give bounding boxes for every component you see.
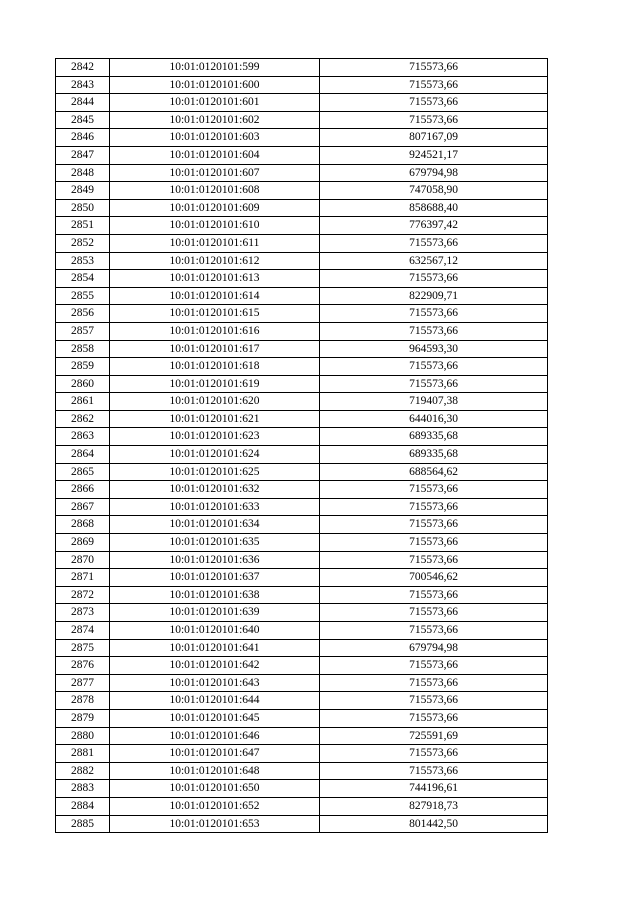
row-number-cell: 2850 xyxy=(56,199,110,217)
table-row xyxy=(56,146,548,164)
cadastral-value-cell: 801442,50 xyxy=(320,815,548,833)
row-number-cell: 2863 xyxy=(56,428,110,446)
row-number-cell: 2852 xyxy=(56,234,110,252)
table-row xyxy=(56,586,548,604)
row-number-cell: 2861 xyxy=(56,393,110,411)
row-number-cell: 2876 xyxy=(56,657,110,675)
cadastral-number-cell: 10:01:0120101:652 xyxy=(110,797,320,815)
table-row xyxy=(56,305,548,323)
table-row xyxy=(56,516,548,534)
row-number-cell: 2855 xyxy=(56,287,110,305)
cadastral-number-cell: 10:01:0120101:619 xyxy=(110,375,320,393)
cadastral-number-cell: 10:01:0120101:614 xyxy=(110,287,320,305)
row-number-cell: 2873 xyxy=(56,604,110,622)
cadastral-number-cell: 10:01:0120101:639 xyxy=(110,604,320,622)
cadastral-value-cell: 715573,66 xyxy=(320,59,548,77)
cadastral-value-cell: 715573,66 xyxy=(320,622,548,640)
cadastral-number-cell: 10:01:0120101:648 xyxy=(110,762,320,780)
cadastral-number-cell: 10:01:0120101:599 xyxy=(110,59,320,77)
cadastral-number-cell: 10:01:0120101:623 xyxy=(110,428,320,446)
cadastral-value-cell: 715573,66 xyxy=(320,709,548,727)
cadastral-number-cell: 10:01:0120101:647 xyxy=(110,745,320,763)
row-number-cell: 2844 xyxy=(56,94,110,112)
cadastral-number-cell: 10:01:0120101:611 xyxy=(110,234,320,252)
cadastral-value-cell: 715573,66 xyxy=(320,745,548,763)
cadastral-number-cell: 10:01:0120101:653 xyxy=(110,815,320,833)
cadastral-value-cell: 858688,40 xyxy=(320,199,548,217)
row-number-cell: 2842 xyxy=(56,59,110,77)
row-number-cell: 2879 xyxy=(56,709,110,727)
table-row xyxy=(56,199,548,217)
cadastral-number-cell: 10:01:0120101:645 xyxy=(110,709,320,727)
cadastral-value-cell: 807167,09 xyxy=(320,129,548,147)
cadastral-number-cell: 10:01:0120101:638 xyxy=(110,586,320,604)
cadastral-value-table xyxy=(55,58,548,833)
cadastral-value-cell: 700546,62 xyxy=(320,569,548,587)
cadastral-value-cell: 715573,66 xyxy=(320,604,548,622)
table-row xyxy=(56,164,548,182)
row-number-cell: 2865 xyxy=(56,463,110,481)
table-row xyxy=(56,692,548,710)
cadastral-number-cell: 10:01:0120101:646 xyxy=(110,727,320,745)
cadastral-value-cell: 715573,66 xyxy=(320,498,548,516)
cadastral-number-cell: 10:01:0120101:601 xyxy=(110,94,320,112)
table-row xyxy=(56,94,548,112)
cadastral-value-cell: 715573,66 xyxy=(320,76,548,94)
cadastral-value-cell: 715573,66 xyxy=(320,534,548,552)
row-number-cell: 2869 xyxy=(56,534,110,552)
cadastral-number-cell: 10:01:0120101:625 xyxy=(110,463,320,481)
cadastral-number-cell: 10:01:0120101:633 xyxy=(110,498,320,516)
table-row xyxy=(56,674,548,692)
row-number-cell: 2881 xyxy=(56,745,110,763)
row-number-cell: 2857 xyxy=(56,322,110,340)
cadastral-value-cell: 715573,66 xyxy=(320,657,548,675)
table-row xyxy=(56,287,548,305)
table-row xyxy=(56,463,548,481)
row-number-cell: 2866 xyxy=(56,481,110,499)
cadastral-number-cell: 10:01:0120101:641 xyxy=(110,639,320,657)
cadastral-number-cell: 10:01:0120101:600 xyxy=(110,76,320,94)
cadastral-value-cell: 644016,30 xyxy=(320,410,548,428)
cadastral-value-cell: 744196,61 xyxy=(320,780,548,798)
table-row xyxy=(56,76,548,94)
row-number-cell: 2874 xyxy=(56,622,110,640)
cadastral-number-cell: 10:01:0120101:644 xyxy=(110,692,320,710)
row-number-cell: 2885 xyxy=(56,815,110,833)
cadastral-value-cell: 679794,98 xyxy=(320,164,548,182)
row-number-cell: 2877 xyxy=(56,674,110,692)
row-number-cell: 2849 xyxy=(56,182,110,200)
table-row xyxy=(56,481,548,499)
row-number-cell: 2880 xyxy=(56,727,110,745)
row-number-cell: 2854 xyxy=(56,270,110,288)
row-number-cell: 2883 xyxy=(56,780,110,798)
row-number-cell: 2884 xyxy=(56,797,110,815)
table-row xyxy=(56,252,548,270)
cadastral-value-cell: 827918,73 xyxy=(320,797,548,815)
row-number-cell: 2853 xyxy=(56,252,110,270)
row-number-cell: 2862 xyxy=(56,410,110,428)
cadastral-number-cell: 10:01:0120101:608 xyxy=(110,182,320,200)
row-number-cell: 2856 xyxy=(56,305,110,323)
row-number-cell: 2868 xyxy=(56,516,110,534)
row-number-cell: 2846 xyxy=(56,129,110,147)
cadastral-value-cell: 719407,38 xyxy=(320,393,548,411)
table-row xyxy=(56,604,548,622)
table-row xyxy=(56,498,548,516)
cadastral-value-cell: 715573,66 xyxy=(320,692,548,710)
table-row xyxy=(56,111,548,129)
row-number-cell: 2864 xyxy=(56,446,110,464)
cadastral-number-cell: 10:01:0120101:643 xyxy=(110,674,320,692)
table-row xyxy=(56,393,548,411)
cadastral-value-cell: 964593,30 xyxy=(320,340,548,358)
cadastral-number-cell: 10:01:0120101:634 xyxy=(110,516,320,534)
table-row xyxy=(56,129,548,147)
cadastral-value-cell: 747058,90 xyxy=(320,182,548,200)
cadastral-number-cell: 10:01:0120101:637 xyxy=(110,569,320,587)
cadastral-value-cell: 776397,42 xyxy=(320,217,548,235)
row-number-cell: 2870 xyxy=(56,551,110,569)
cadastral-value-cell: 688564,62 xyxy=(320,463,548,481)
table-row xyxy=(56,745,548,763)
row-number-cell: 2851 xyxy=(56,217,110,235)
cadastral-value-cell: 715573,66 xyxy=(320,270,548,288)
table-row xyxy=(56,709,548,727)
table-row xyxy=(56,446,548,464)
row-number-cell: 2859 xyxy=(56,358,110,376)
table-row xyxy=(56,622,548,640)
cadastral-value-cell: 689335,68 xyxy=(320,446,548,464)
table-row xyxy=(56,375,548,393)
table-row xyxy=(56,234,548,252)
cadastral-value-cell: 689335,68 xyxy=(320,428,548,446)
cadastral-number-cell: 10:01:0120101:609 xyxy=(110,199,320,217)
table-row xyxy=(56,797,548,815)
cadastral-value-cell: 715573,66 xyxy=(320,322,548,340)
table-row xyxy=(56,59,548,77)
cadastral-number-cell: 10:01:0120101:602 xyxy=(110,111,320,129)
table-row xyxy=(56,569,548,587)
table-row xyxy=(56,182,548,200)
cadastral-value-cell: 715573,66 xyxy=(320,674,548,692)
table-row xyxy=(56,217,548,235)
table-row xyxy=(56,270,548,288)
cadastral-value-cell: 632567,12 xyxy=(320,252,548,270)
table-row xyxy=(56,534,548,552)
row-number-cell: 2858 xyxy=(56,340,110,358)
table-row xyxy=(56,657,548,675)
cadastral-number-cell: 10:01:0120101:610 xyxy=(110,217,320,235)
cadastral-number-cell: 10:01:0120101:624 xyxy=(110,446,320,464)
cadastral-value-cell: 822909,71 xyxy=(320,287,548,305)
cadastral-number-cell: 10:01:0120101:612 xyxy=(110,252,320,270)
table-row xyxy=(56,428,548,446)
table-body xyxy=(56,59,548,833)
table-row xyxy=(56,551,548,569)
table-row xyxy=(56,727,548,745)
row-number-cell: 2871 xyxy=(56,569,110,587)
cadastral-value-cell: 715573,66 xyxy=(320,305,548,323)
cadastral-number-cell: 10:01:0120101:640 xyxy=(110,622,320,640)
cadastral-value-cell: 725591,69 xyxy=(320,727,548,745)
cadastral-value-cell: 679794,98 xyxy=(320,639,548,657)
cadastral-number-cell: 10:01:0120101:621 xyxy=(110,410,320,428)
cadastral-value-cell: 715573,66 xyxy=(320,762,548,780)
cadastral-number-cell: 10:01:0120101:617 xyxy=(110,340,320,358)
row-number-cell: 2847 xyxy=(56,146,110,164)
table-row xyxy=(56,322,548,340)
cadastral-number-cell: 10:01:0120101:604 xyxy=(110,146,320,164)
row-number-cell: 2848 xyxy=(56,164,110,182)
cadastral-value-cell: 715573,66 xyxy=(320,586,548,604)
cadastral-value-cell: 715573,66 xyxy=(320,516,548,534)
cadastral-value-cell: 715573,66 xyxy=(320,375,548,393)
cadastral-number-cell: 10:01:0120101:615 xyxy=(110,305,320,323)
cadastral-value-cell: 924521,17 xyxy=(320,146,548,164)
cadastral-number-cell: 10:01:0120101:642 xyxy=(110,657,320,675)
row-number-cell: 2882 xyxy=(56,762,110,780)
row-number-cell: 2875 xyxy=(56,639,110,657)
cadastral-number-cell: 10:01:0120101:635 xyxy=(110,534,320,552)
row-number-cell: 2867 xyxy=(56,498,110,516)
cadastral-number-cell: 10:01:0120101:618 xyxy=(110,358,320,376)
table-row xyxy=(56,762,548,780)
row-number-cell: 2843 xyxy=(56,76,110,94)
cadastral-number-cell: 10:01:0120101:613 xyxy=(110,270,320,288)
cadastral-value-cell: 715573,66 xyxy=(320,358,548,376)
table-row xyxy=(56,410,548,428)
cadastral-value-cell: 715573,66 xyxy=(320,551,548,569)
cadastral-number-cell: 10:01:0120101:620 xyxy=(110,393,320,411)
cadastral-number-cell: 10:01:0120101:603 xyxy=(110,129,320,147)
row-number-cell: 2845 xyxy=(56,111,110,129)
table-row xyxy=(56,639,548,657)
cadastral-number-cell: 10:01:0120101:632 xyxy=(110,481,320,499)
cadastral-number-cell: 10:01:0120101:650 xyxy=(110,780,320,798)
cadastral-value-cell: 715573,66 xyxy=(320,94,548,112)
cadastral-number-cell: 10:01:0120101:636 xyxy=(110,551,320,569)
cadastral-value-cell: 715573,66 xyxy=(320,111,548,129)
cadastral-number-cell: 10:01:0120101:616 xyxy=(110,322,320,340)
table-row xyxy=(56,340,548,358)
table-row xyxy=(56,358,548,376)
table-row xyxy=(56,780,548,798)
row-number-cell: 2872 xyxy=(56,586,110,604)
cadastral-number-cell: 10:01:0120101:607 xyxy=(110,164,320,182)
cadastral-value-cell: 715573,66 xyxy=(320,481,548,499)
row-number-cell: 2878 xyxy=(56,692,110,710)
table-row xyxy=(56,815,548,833)
row-number-cell: 2860 xyxy=(56,375,110,393)
cadastral-value-cell: 715573,66 xyxy=(320,234,548,252)
